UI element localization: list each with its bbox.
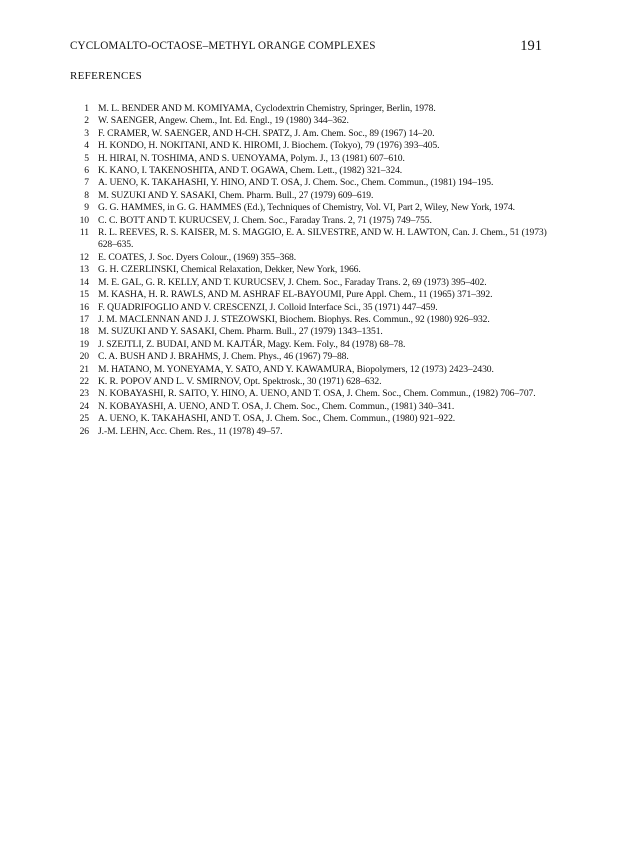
reference-number: 15 [79, 289, 89, 301]
reference-number: 10 [79, 214, 89, 226]
running-title: CYCLOMALTO-OCTAOSE–METHYL ORANGE COMPLEXES [70, 40, 376, 52]
reference-number: 26 [79, 425, 89, 437]
running-head [70, 38, 542, 58]
reference-number: 12 [79, 251, 89, 263]
reference-text: G. G. HAMMES, in G. G. HAMMES (Ed.), Techniques of Chemistry, Vol. VI, Part 2, Wiley, New York, 1974. [98, 202, 515, 214]
reference-text: H. HIRAI, N. TOSHIMA, AND S. UENOYAMA, Polym. J., 13 (1981) 607–610. [98, 152, 405, 164]
reference-number: 4 [84, 140, 89, 152]
reference-number: 2 [84, 115, 89, 127]
reference-text: N. KOBAYASHI, A. UENO, AND T. OSA, J. Chem. Soc., Chem. Commun., (1981) 340–341. [98, 400, 455, 412]
reference-text: J. SZEJTLI, Z. BUDAI, AND M. KAJTÁR, Magy. Kem. Foly., 84 (1978) 68–78. [98, 338, 406, 350]
reference-item [70, 277, 548, 289]
reference-number: 20 [79, 351, 89, 363]
reference-number: 8 [84, 189, 89, 201]
reference-item [70, 314, 548, 326]
section-heading: REFERENCES [70, 70, 143, 82]
reference-number: 5 [84, 152, 89, 164]
reference-text: A. UENO, K. TAKAHASHI, AND T. OSA, J. Chem. Soc., Chem. Commun., (1980) 921–922. [98, 413, 456, 425]
reference-text: M. SUZUKI AND Y. SASAKI, Chem. Pharm. Bull., 27 (1979) 1343–1351. [98, 326, 383, 338]
reference-number: 7 [84, 177, 89, 189]
reference-text: C. C. BOTT AND T. KURUCSEV, J. Chem. Soc., Faraday Trans. 2, 71 (1975) 749–755. [98, 214, 432, 226]
reference-item [70, 252, 548, 264]
reference-item [70, 289, 548, 301]
reference-item [70, 165, 548, 177]
reference-item [70, 351, 548, 363]
reference-item [70, 388, 548, 400]
reference-text: F. QUADRIFOGLIO AND V. CRESCENZI, J. Colloid Interface Sci., 35 (1971) 447–459. [98, 301, 438, 313]
reference-number: 18 [79, 326, 89, 338]
reference-text: G. H. CZERLINSKI, Chemical Relaxation, Dekker, New York, 1966. [98, 264, 361, 276]
reference-item [70, 302, 548, 314]
reference-text: J.-M. LEHN, Acc. Chem. Res., 11 (1978) 49–57. [98, 425, 283, 437]
reference-item [70, 376, 548, 388]
reference-text: M. SUZUKI AND Y. SASAKI, Chem. Pharm. Bull., 27 (1979) 609–619. [98, 189, 374, 201]
reference-item [70, 326, 548, 338]
reference-item [70, 215, 548, 227]
reference-item [70, 190, 548, 202]
reference-number: 3 [84, 127, 89, 139]
reference-item [70, 115, 548, 127]
reference-number: 22 [79, 375, 89, 387]
reference-text: M. KASHA, H. R. RAWLS, AND M. ASHRAF EL-BAYOUMI, Pure Appl. Chem., 11 (1965) 371–392. [98, 289, 493, 301]
reference-item [70, 426, 548, 438]
reference-text: M. E. GAL, G. R. KELLY, AND T. KURUCSEV, J. Chem. Soc., Faraday Trans. 2, 69 (1973) 395–402. [98, 276, 487, 288]
reference-text: K. KANO, I. TAKENOSHITA, AND T. OGAWA, Chem. Lett., (1982) 321–324. [98, 165, 403, 177]
reference-number: 11 [79, 227, 89, 239]
reference-text: M. HATANO, M. YONEYAMA, Y. SATO, AND Y. KAWAMURA, Biopolymers, 12 (1973) 2423–2430. [98, 363, 494, 375]
reference-number: 17 [79, 313, 89, 325]
reference-text: E. COATES, J. Soc. Dyers Colour., (1969) 355–368. [98, 251, 297, 263]
reference-item [70, 413, 548, 425]
reference-item [70, 103, 548, 115]
reference-item [70, 264, 548, 276]
reference-number: 19 [79, 338, 89, 350]
reference-number: 13 [79, 264, 89, 276]
reference-text: W. SAENGER, Angew. Chem., Int. Ed. Engl., 19 (1980) 344–362. [98, 115, 349, 127]
reference-number: 21 [79, 363, 89, 375]
reference-text: J. M. MACLENNAN AND J. J. STEZOWSKI, Biochem. Biophys. Res. Commun., 92 (1980) 926–932. [98, 313, 490, 325]
reference-item [70, 128, 548, 140]
reference-number: 6 [84, 165, 89, 177]
reference-text: H. KONDO, H. NOKITANI, AND K. HIROMI, J. Biochem. (Tokyo), 79 (1976) 393–405. [98, 140, 440, 152]
reference-item [70, 227, 548, 252]
reference-text: M. L. BENDER AND M. KOMIYAMA, Cyclodextrin Chemistry, Springer, Berlin, 1978. [98, 103, 436, 114]
reference-text: N. KOBAYASHI, R. SAITO, Y. HINO, A. UENO, AND T. OSA, J. Chem. Soc., Chem. Commun., (1982) 706–707. [98, 388, 536, 400]
reference-number: 24 [79, 400, 89, 412]
reference-number: 23 [79, 388, 89, 400]
reference-text: R. L. REEVES, R. S. KAISER, M. S. MAGGIO, E. A. SILVESTRE, AND W. H. LAWTON, Can. J. Chem., 51 (1973) 628–635. [98, 227, 547, 251]
reference-text: K. R. POPOV AND L. V. SMIRNOV, Opt. Spektrosk., 30 (1971) 628–632. [98, 375, 382, 387]
reference-item [70, 202, 548, 214]
reference-number: 1 [84, 103, 89, 114]
reference-number: 9 [84, 202, 89, 214]
reference-text: C. A. BUSH AND J. BRAHMS, J. Chem. Phys., 46 (1967) 79–88. [98, 351, 349, 363]
reference-item [70, 140, 548, 152]
page-number: 191 [520, 38, 542, 54]
reference-item [70, 177, 548, 189]
reference-number: 14 [79, 276, 89, 288]
reference-item [70, 401, 548, 413]
reference-item [70, 339, 548, 351]
reference-item [70, 364, 548, 376]
reference-text: A. UENO, K. TAKAHASHI, Y. HINO, AND T. OSA, J. Chem. Soc., Chem. Commun., (1981) 194–195. [98, 177, 494, 189]
reference-number: 25 [79, 413, 89, 425]
reference-item [70, 153, 548, 165]
reference-list [70, 103, 548, 438]
reference-number: 16 [79, 301, 89, 313]
reference-text: F. CRAMER, W. SAENGER, AND H-CH. SPATZ, J. Am. Chem. Soc., 89 (1967) 14–20. [98, 127, 435, 139]
